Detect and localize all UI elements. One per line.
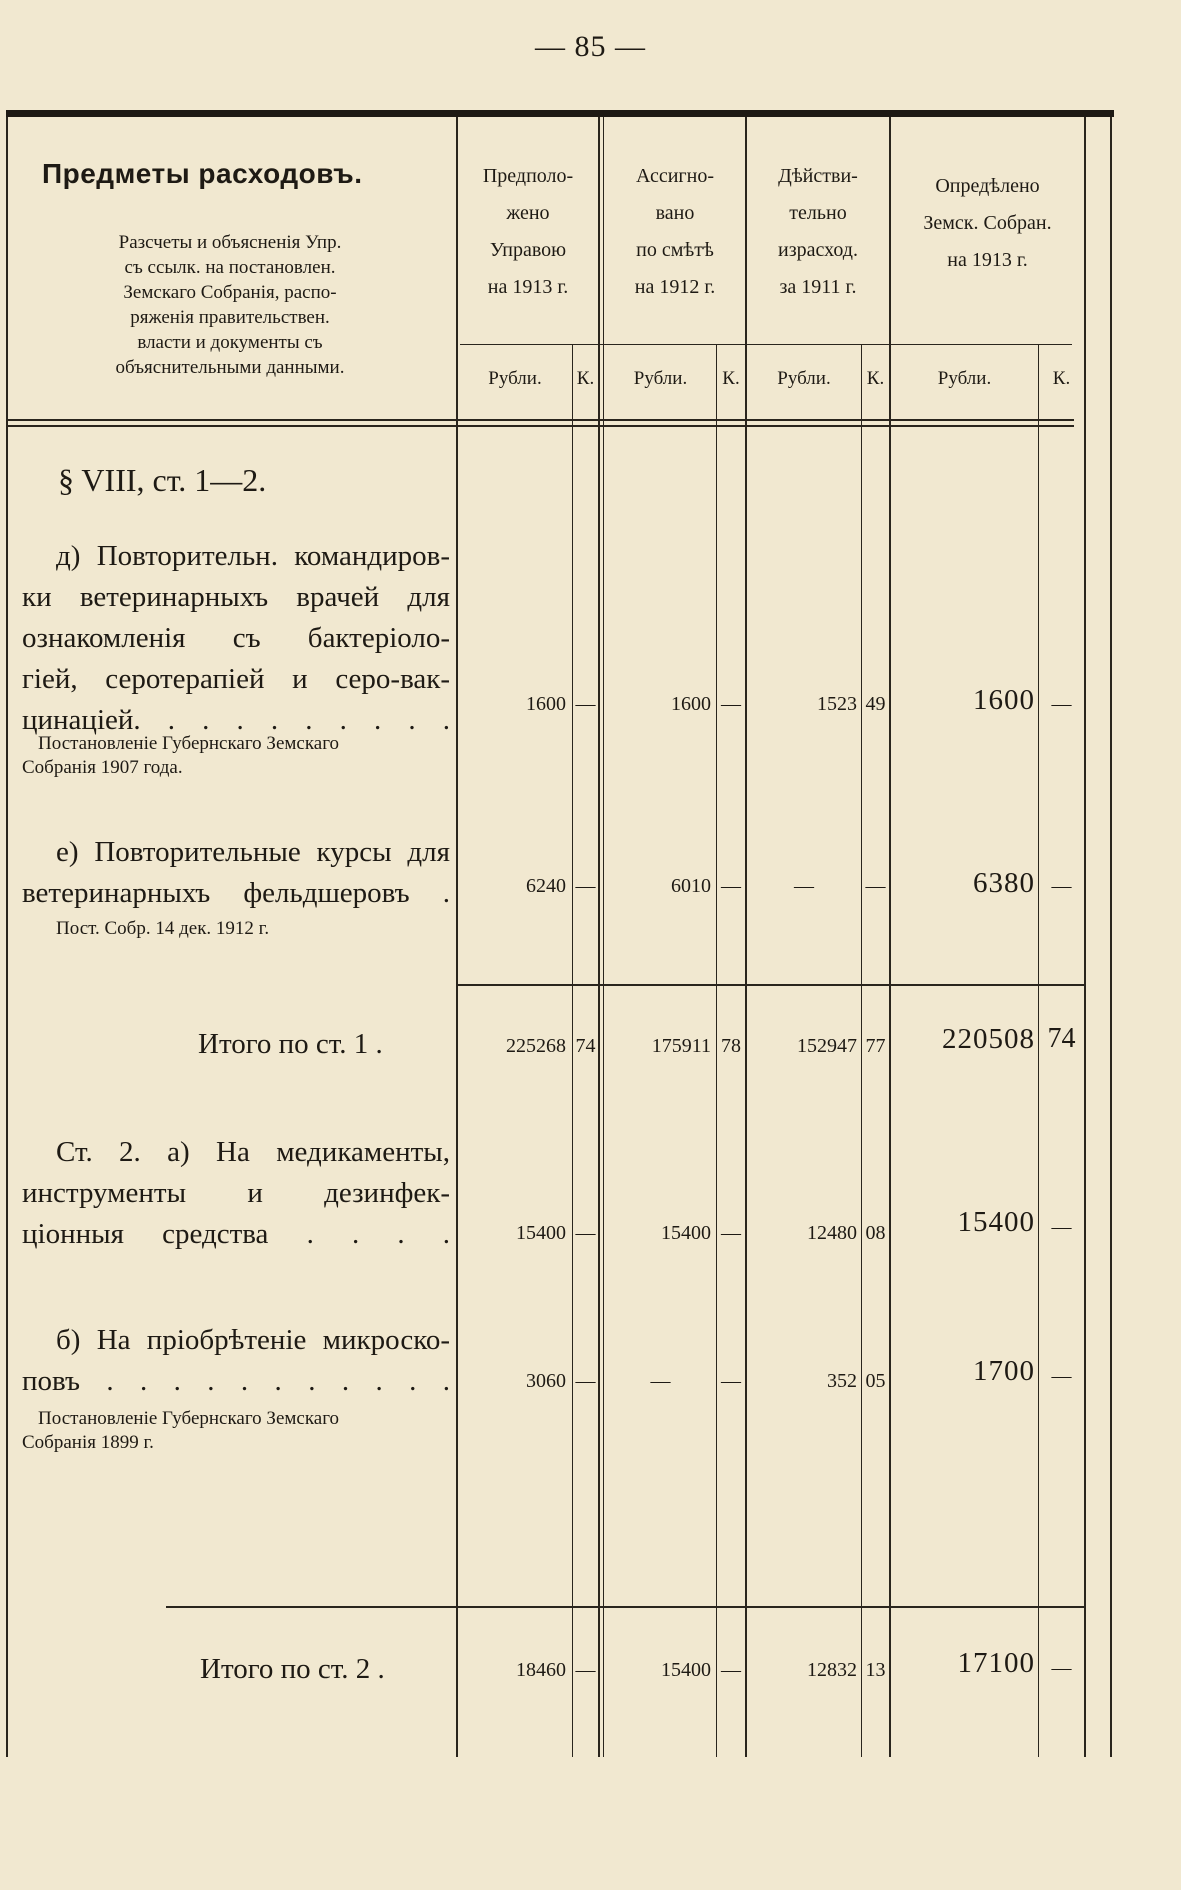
item-line: повъ . . . . . . . . . . . — [22, 1365, 450, 1397]
value-rub: 220508 — [942, 1023, 1035, 1055]
col-head-line: тельно — [789, 202, 847, 224]
subtitle-line: Разсчеты и объясненія Упр. — [118, 232, 342, 253]
item-d-note — [22, 732, 452, 780]
col-head-line: по смѣтѣ — [636, 239, 714, 261]
header-subtitle — [40, 230, 420, 380]
unit-divider — [460, 344, 1072, 345]
value-kop: — — [721, 693, 741, 715]
value-rub: 6380 — [973, 867, 1035, 899]
unit-rub: Рубли. — [937, 368, 992, 389]
value-rub: 15400 — [516, 1222, 566, 1244]
col-head-proposed — [458, 158, 598, 306]
value-rub: 1600 — [526, 693, 566, 715]
col-sep-2 — [598, 117, 600, 1757]
item-line: гіей, серотерапіей и серо-вак- — [22, 663, 450, 695]
unit-rub: Рубли. — [633, 368, 688, 389]
item-line: б) На пріобрѣтеніе микроско- — [56, 1324, 450, 1356]
col-head-line: Ассигно- — [636, 165, 714, 187]
value-kop: — — [575, 875, 596, 897]
value-kop: — — [721, 1222, 741, 1244]
item-2b — [22, 1320, 450, 1402]
header-title: Предметы расходовъ. — [42, 158, 363, 189]
col-head-line: на 1912 г. — [634, 276, 716, 298]
item-d — [22, 536, 450, 741]
item-line: инструменты и дезинфек- — [22, 1177, 450, 1209]
value-rub: 6240 — [526, 875, 566, 897]
col-head-line: Управою — [489, 239, 567, 261]
col-sep-2b — [603, 117, 604, 1757]
unit-kop: К. — [1052, 368, 1071, 389]
item-line: ціонныя средства . . . . — [22, 1218, 450, 1250]
value-kop: — — [1051, 693, 1072, 715]
value-kop: — — [1051, 1365, 1072, 1387]
value-rub: 1600 — [973, 684, 1035, 716]
unit-kop: К. — [722, 368, 740, 389]
value-kop: — — [575, 1222, 596, 1244]
col-head-assigned — [605, 158, 745, 306]
value-kop: — — [865, 875, 886, 897]
subtotal-rule-2 — [166, 1606, 1084, 1608]
col-head-line: Предполо- — [482, 165, 574, 187]
col-head-spent — [747, 158, 889, 306]
value-rub: 352 — [827, 1370, 857, 1392]
note-line: Постановленіе Губернскаго Земскаго — [38, 1408, 340, 1429]
col-head-line: Земск. Собран. — [923, 212, 1052, 234]
item-line: Ст. 2. а) На медикаменты, — [56, 1136, 450, 1168]
section-heading: § VIII, ст. 1—2. — [58, 462, 267, 498]
item-line: е) Повторительные курсы для — [56, 836, 450, 868]
unit-kop: К. — [576, 368, 595, 389]
item-e — [22, 832, 450, 914]
value-rub: 15400 — [957, 1206, 1035, 1238]
value-rub: — — [650, 1370, 671, 1392]
subtitle-line: ряженія правительствен. — [130, 307, 330, 328]
value-rub: 17100 — [957, 1647, 1035, 1679]
note-line: Собранія 1899 г. — [22, 1432, 154, 1453]
col-sep-4 — [889, 117, 891, 1757]
col-head-line: жено — [506, 202, 550, 224]
item-line: цинацiей. . . . . . . . . . — [22, 704, 450, 736]
subtotal-1-label: Итого по ст. 1 . — [198, 1028, 383, 1060]
item-line: ознакомленія съ бактеріоло- — [22, 622, 450, 654]
value-kop: — — [575, 693, 596, 715]
left-border — [6, 117, 8, 1757]
header-rule-2 — [6, 425, 1074, 427]
col-head-line: на 1913 г. — [487, 276, 569, 298]
subtitle-line: съ ссылк. на постановлен. — [124, 257, 336, 278]
col-head-line: израсход. — [778, 239, 858, 261]
value-kop: — — [721, 1370, 741, 1392]
col-sep-1 — [456, 117, 458, 1757]
item-2a — [22, 1132, 450, 1255]
value-rub: 1600 — [671, 693, 711, 715]
value-rub: 6010 — [671, 875, 711, 897]
subtitle-line: власти и документы съ — [137, 332, 323, 353]
header-rule — [6, 419, 1074, 421]
unit-kop: К. — [866, 368, 885, 389]
item-line: ветеринарныхъ фельдшеровъ . — [22, 877, 450, 909]
subtitle-line: объяснительными данными. — [115, 357, 345, 378]
page-number: — 85 — — [535, 30, 646, 63]
top-rule — [6, 110, 1114, 117]
value-kop: 05 — [865, 1370, 886, 1392]
value-kop: 74 — [575, 1035, 596, 1057]
item-line: ки ветеринарныхъ врачей для — [22, 581, 450, 613]
item-e-note: Пост. Собр. 14 дек. 1912 г. — [56, 918, 270, 939]
value-kop: 78 — [721, 1035, 741, 1057]
note-line: Постановленіе Губернскаго Земскаго — [38, 733, 340, 754]
item-2b-note — [22, 1407, 452, 1455]
col-head-line: Опредѣлено — [935, 175, 1040, 197]
value-kop: 08 — [865, 1222, 886, 1244]
item-line: д) Повторительн. командиров- — [56, 540, 450, 572]
value-rub: 152947 — [797, 1035, 857, 1057]
value-kop: 13 — [865, 1659, 886, 1681]
note-line: Собранія 1907 года. — [22, 757, 183, 778]
col-head-line: на 1913 г. — [947, 249, 1028, 271]
value-rub: 12480 — [807, 1222, 857, 1244]
value-kop: 49 — [865, 693, 886, 715]
value-rub: 175911 — [651, 1035, 711, 1057]
unit-rub: Рубли. — [488, 368, 542, 389]
value-kop: 77 — [865, 1035, 886, 1057]
value-rub: 3060 — [526, 1370, 566, 1392]
col-head-line: за 1911 г. — [779, 276, 857, 298]
value-kop: — — [575, 1370, 596, 1392]
value-rub: 18460 — [516, 1659, 566, 1681]
value-kop: 74 — [1047, 1023, 1076, 1054]
value-rub: 15400 — [661, 1659, 711, 1681]
col-head-line: Дѣйстви- — [778, 165, 858, 187]
subtotal-2-label: Итого по ст. 2 . — [200, 1653, 385, 1685]
value-rub: 1523 — [817, 693, 857, 715]
value-rub: 15400 — [661, 1222, 711, 1244]
value-rub: 225268 — [506, 1035, 566, 1057]
subtotal-rule-1 — [456, 984, 1084, 986]
right-border-2 — [1110, 117, 1112, 1757]
unit-rub: Рубли. — [777, 368, 831, 389]
col-head-line: вано — [655, 202, 695, 224]
value-rub: — — [794, 875, 814, 897]
col-sep-3 — [745, 117, 747, 1757]
right-border — [1084, 117, 1086, 1757]
value-kop: — — [721, 1659, 741, 1681]
value-rub: 1700 — [973, 1355, 1035, 1387]
value-kop: — — [575, 1659, 596, 1681]
value-kop: — — [1051, 1657, 1072, 1679]
col-head-determined — [891, 168, 1084, 279]
value-kop: — — [1051, 1216, 1072, 1238]
value-kop: — — [721, 875, 741, 897]
value-rub: 12832 — [807, 1659, 857, 1681]
subtitle-line: Земскаго Собранія, распо- — [123, 282, 337, 303]
value-kop: — — [1051, 875, 1072, 897]
